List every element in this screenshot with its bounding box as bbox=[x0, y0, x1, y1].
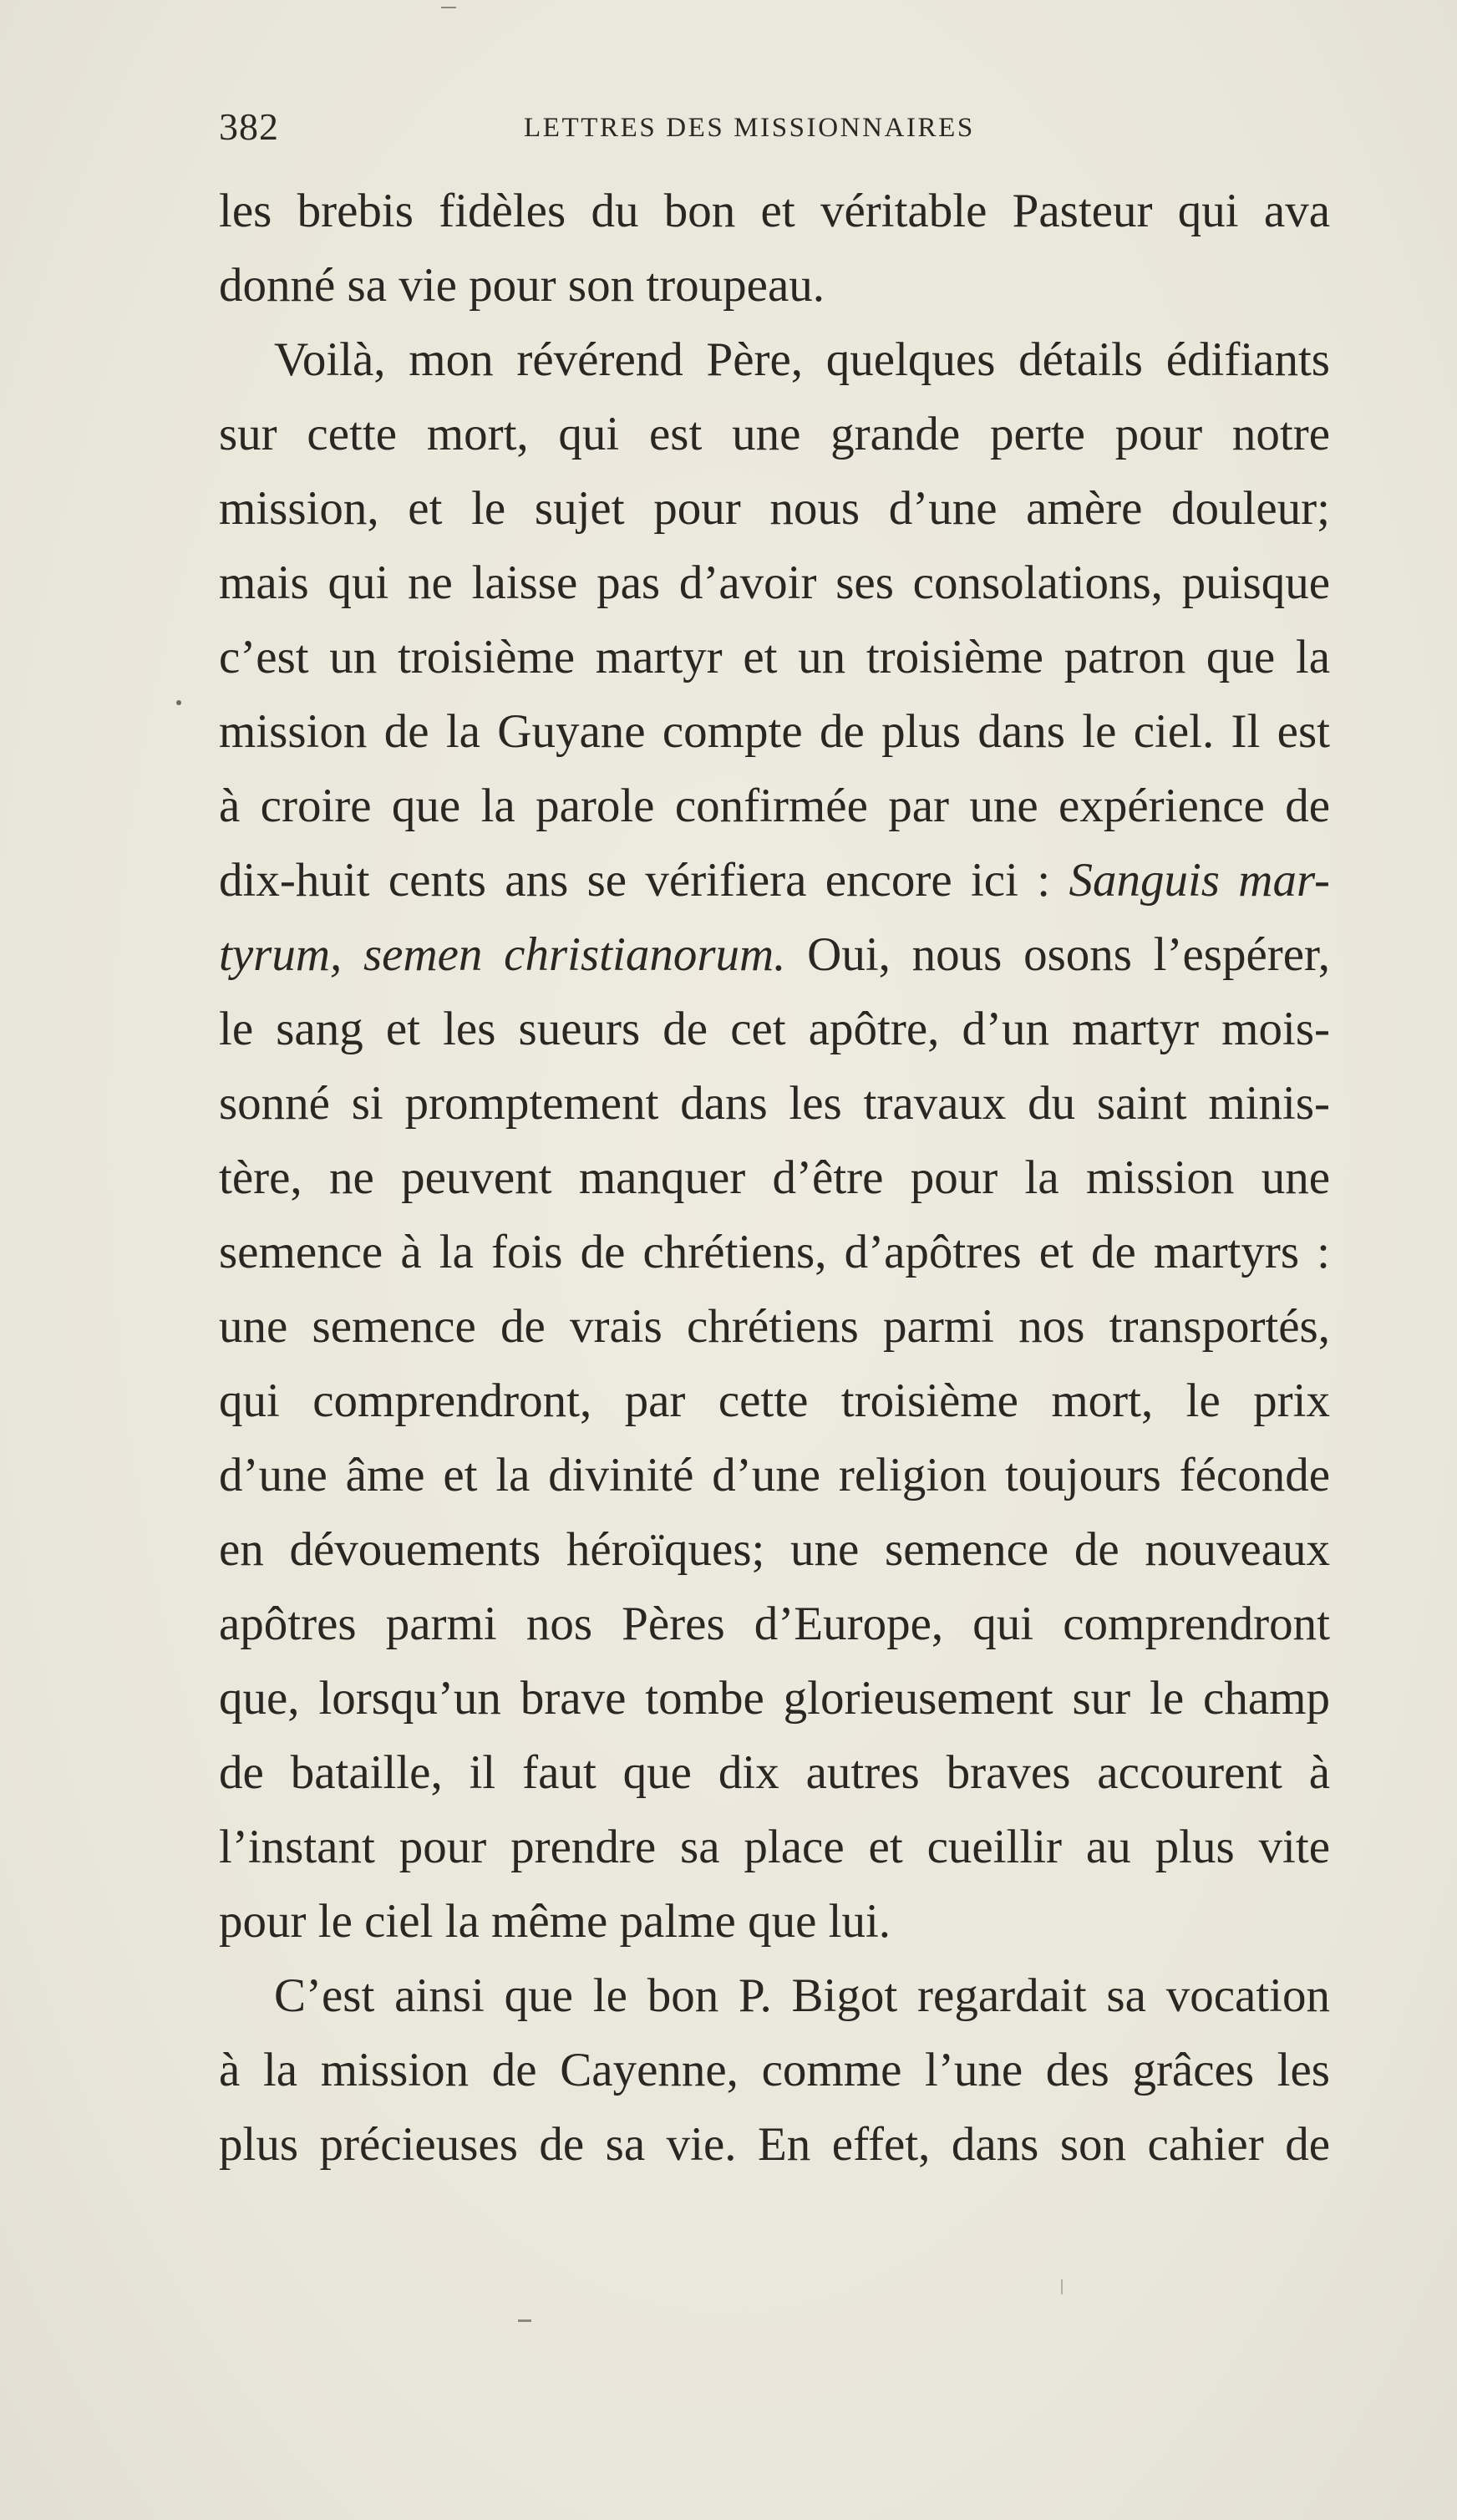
text-line: de bataille, il faut que dix autres braves accourent à bbox=[219, 1746, 1330, 1799]
text-line: C’est ainsi que le bon P. Bigot regardait sa vocation bbox=[274, 1969, 1330, 2022]
paper-speck bbox=[441, 7, 456, 8]
text-line: en dévouements héroïques; une semence de nouveaux bbox=[219, 1523, 1330, 1576]
text-line: pour le ciel la même palme que lui. bbox=[219, 1895, 891, 1948]
text-line: plus précieuses de sa vie. En effet, dans son cahier de bbox=[219, 2118, 1330, 2171]
text-line: sonné si promptement dans les travaux du saint minis- bbox=[219, 1077, 1330, 1130]
text-line: mission de la Guyane compte de plus dans le ciel. Il est bbox=[219, 705, 1330, 758]
text-line: c’est un troisième martyr et un troisième patron que la bbox=[219, 631, 1330, 683]
text-line: d’une âme et la divinité d’une religion toujours féconde bbox=[219, 1449, 1330, 1501]
text-line: semence à la fois de chrétiens, d’apôtres et de martyrs : bbox=[219, 1226, 1330, 1278]
text-line: sur cette mort, qui est une grande perte pour notre bbox=[219, 408, 1330, 460]
page-number: 382 bbox=[219, 105, 279, 148]
page-header bbox=[219, 102, 1330, 152]
body-text bbox=[219, 174, 1330, 2182]
text-segment: Oui, nous osons l’espérer, bbox=[807, 928, 1330, 981]
text-line: mission, et le sujet pour nous d’une amère douleur; bbox=[219, 482, 1330, 535]
paper-speck bbox=[518, 2319, 531, 2322]
text-line: le sang et les sueurs de cet apôtre, d’un martyr mois- bbox=[219, 1003, 1330, 1055]
text-line: l’instant pour prendre sa place et cueillir au plus vite bbox=[219, 1821, 1330, 1873]
text-line: mais qui ne laisse pas d’avoir ses consolations, puisque bbox=[219, 556, 1330, 609]
text-line bbox=[219, 917, 1330, 992]
text-line: que, lorsqu’un brave tombe glorieusement sur le champ bbox=[219, 1672, 1330, 1725]
text-segment: dix-huit cents ans se vérifiera encore ici : bbox=[219, 854, 1051, 907]
text-line: les brebis fidèles du bon et véritable Pasteur qui ava bbox=[219, 185, 1330, 237]
text-line: apôtres parmi nos Pères d’Europe, qui comprendront bbox=[219, 1598, 1330, 1650]
margin-speck bbox=[176, 700, 181, 705]
text-line: une semence de vrais chrétiens parmi nos transportés, bbox=[219, 1300, 1330, 1353]
text-line: Voilà, mon révérend Père, quelques détails édifiants bbox=[274, 333, 1330, 386]
text-line: donné sa vie pour son troupeau. bbox=[219, 259, 825, 312]
text-line: à la mission de Cayenne, comme l’une des grâces les bbox=[219, 2044, 1330, 2096]
paper-speck bbox=[1061, 2279, 1063, 2294]
text-line: qui comprendront, par cette troisième mort, le prix bbox=[219, 1374, 1330, 1427]
text-line: tère, ne peuvent manquer d’être pour la mission une bbox=[219, 1151, 1330, 1204]
italic-segment: Sanguis mar- bbox=[1069, 854, 1330, 907]
text-line bbox=[219, 843, 1330, 917]
running-head: LETTRES DES MISSIONNAIRES bbox=[524, 113, 975, 143]
italic-segment: tyrum, semen christianorum. bbox=[219, 928, 786, 981]
text-line: à croire que la parole confirmée par une expérience de bbox=[219, 780, 1330, 832]
